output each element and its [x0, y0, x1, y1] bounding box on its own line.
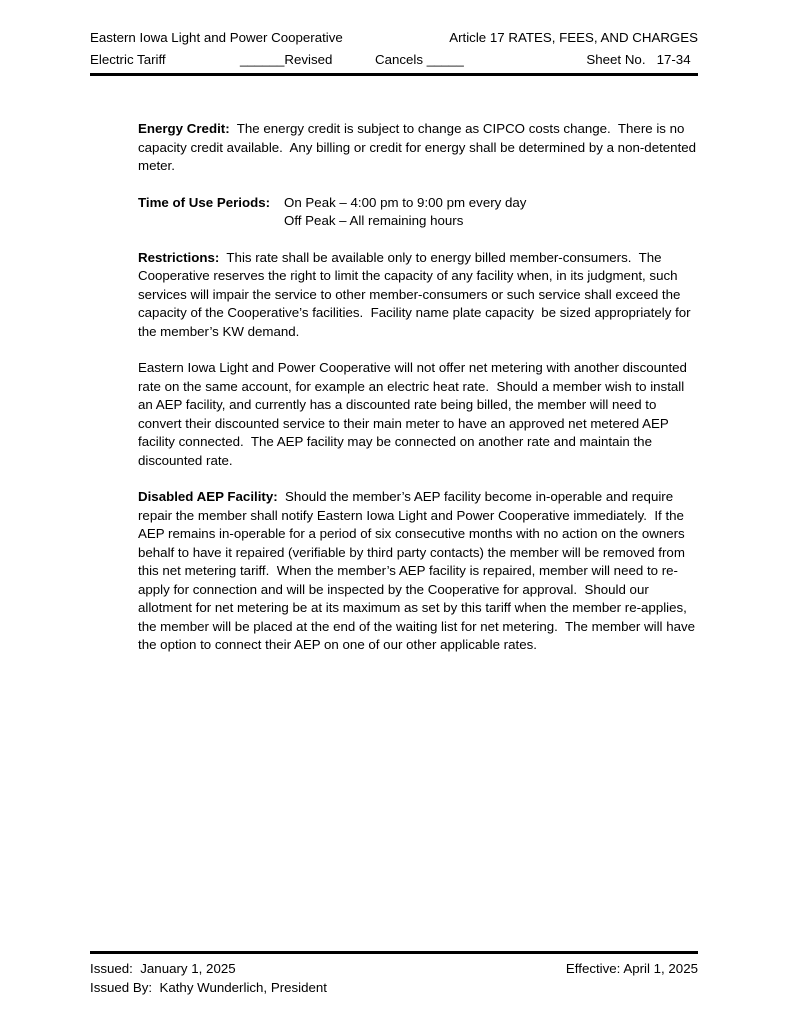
time-of-use-values — [284, 194, 698, 231]
footer-line-1 — [90, 959, 698, 978]
header-line-1 — [90, 27, 698, 48]
disabled-aep-text: Should the member’s AEP facility become in-operable and require repair the member shall notify Eastern Iowa Light and Power Cooperative immediately. If the AEP remains in-operable for a period of six consecutive months with no action on the owners behalf to have it repaired (verifiable by third party contacts) the member will be removed from this net metering tariff. When the member’s AEP facility is repaired, member will need to re-apply for connection and will be inspected by the Cooperative for approval. Should our allotment for net metering be at its maximum as set by this tariff when the member re-applies, the member will be placed at the end of the waiting list for net metering. The member will have the option to connect their AEP on one of our other applicable rates. — [138, 489, 699, 652]
revised-field: ______Revised — [240, 52, 333, 67]
restrictions-text: This rate shall be available only to energy billed member-consumers. The Cooperative reserves the right to limit the capacity of any facility when, in its judgment, such services will impair the service to other member-consumers or such service shall exceed the capacity of the Cooperative’s facilities. Facility name plate capacity be sized appropriately for the member’s KW demand. — [138, 249, 695, 339]
footer-divider — [90, 951, 698, 954]
energy-credit-text: The energy credit is subject to change as CIPCO costs change. There is no capacity credit available. Any billing or credit for energy shall be determined by a non-detented meter. — [138, 121, 700, 173]
footer-line-2 — [90, 978, 698, 997]
cooperative-name: Eastern Iowa Light and Power Cooperative — [90, 30, 343, 45]
restrictions-lead: Restrictions: — [138, 249, 220, 265]
document-header — [90, 27, 698, 70]
time-of-use-block — [138, 194, 698, 231]
paragraph-restrictions — [138, 249, 698, 342]
energy-credit-lead: Energy Credit: — [138, 121, 230, 136]
time-of-use-label: Time of Use Periods: — [138, 194, 271, 210]
tariff-label: Electric Tariff — [90, 52, 166, 67]
article-title: Article 17 RATES, FEES, AND CHARGES — [449, 30, 698, 45]
cancels-field: Cancels _____ — [375, 52, 464, 67]
issued-date: Issued: January 1, 2025 — [90, 961, 236, 976]
time-of-use-period-off-peak: Off Peak – All remaining hours — [284, 213, 464, 228]
paragraph-disabled-aep — [138, 488, 698, 655]
sheet-number: Sheet No. 17-34 — [586, 52, 698, 67]
header-divider — [90, 73, 698, 76]
time-of-use-period-on-peak: On Peak – 4:00 pm to 9:00 pm every day — [284, 194, 527, 210]
issued-by: Issued By: Kathy Wunderlich, President — [90, 980, 328, 995]
document-footer — [90, 959, 698, 997]
effective-date: Effective: April 1, 2025 — [565, 961, 698, 976]
paragraph-energy-credit — [138, 120, 698, 176]
disabled-aep-lead: Disabled AEP Facility: — [138, 489, 278, 504]
header-line-2 — [90, 49, 698, 70]
document-body — [138, 120, 698, 655]
paragraph-net-metering: Eastern Iowa Light and Power Cooperative will not offer net metering with another discounted rate on the same account, for example an electric heat rate. Should a member wish to install an AEP facility, and currently has a discounted rate being billed, the member will need to convert their discounted service to their main meter to have an approved net metered AEP facility connected. The AEP facility may be connected on another rate and maintain the discounted rate. — [138, 360, 691, 468]
